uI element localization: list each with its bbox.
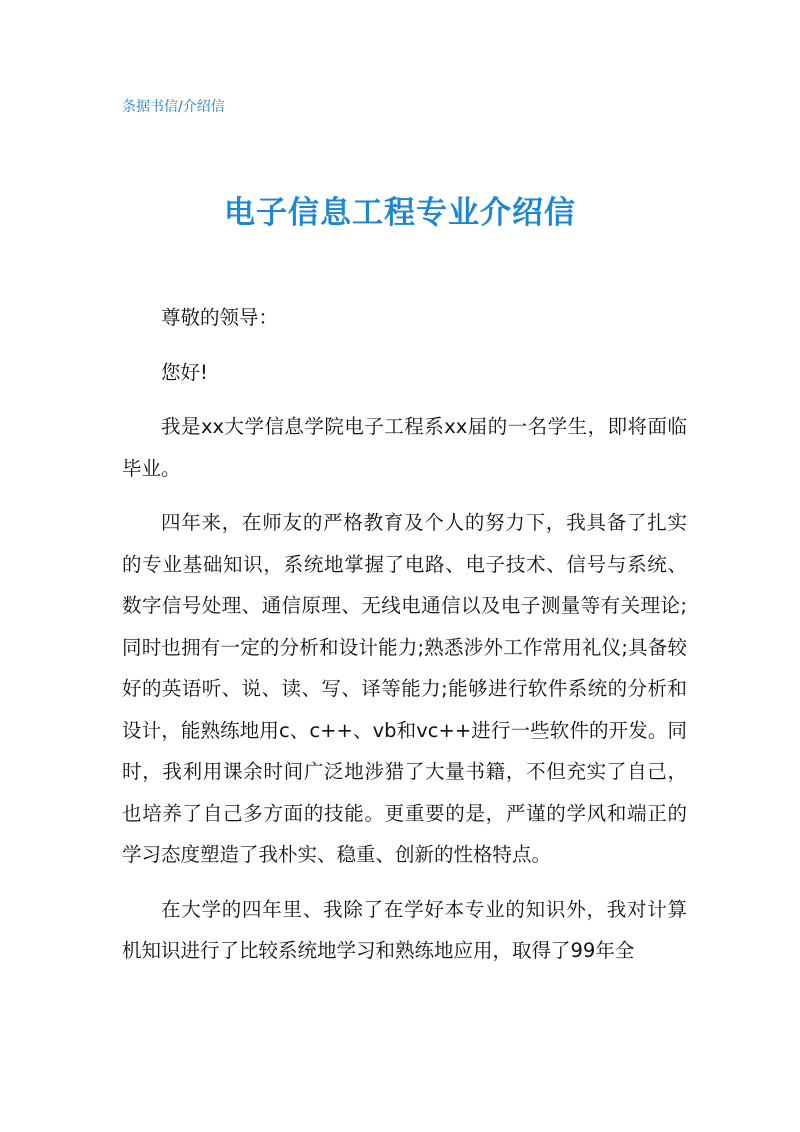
letter-body xyxy=(122,297,687,985)
page-title: 电子信息工程专业介绍信 xyxy=(224,195,576,231)
paragraph-intro: 我是xx大学信息学院电子工程系xx届的一名学生，即将面临毕业。 xyxy=(122,415,687,480)
paragraph-skills: 四年来，在师友的严格教育及个人的努力下，我具备了扎实的专业基础知识，系统地掌握了电路、电子技术、信号与系统、数字信号处理、通信原理、无线电通信以及电子测量等有关理论;同时也拥有一定的分析和设计能力;熟悉涉外工作常用礼仪;具备较好的英语听、说、读、写、译等能力;能够进行软件系统的分析和设计，能熟练地用c、c++、vb和vc++进行一些软件的开发。同时，我利用课余时间广泛地涉猎了大量书籍，不但充实了自己，也培养了自己多方面的技能。更重要的是，严谨的学风和端正的学习态度塑造了我朴实、稳重、创新的性格特点。 xyxy=(122,511,687,866)
greeting: 您好! xyxy=(161,360,208,384)
paragraph-computer: 在大学的四年里、我除了在学好本专业的知识外，我对计算机知识进行了比较系统地学习和熟练地应用，取得了99年全 xyxy=(122,897,687,962)
breadcrumb[interactable]: 条据书信/介绍信 xyxy=(122,99,225,115)
salutation: 尊敬的领导： xyxy=(161,306,279,329)
